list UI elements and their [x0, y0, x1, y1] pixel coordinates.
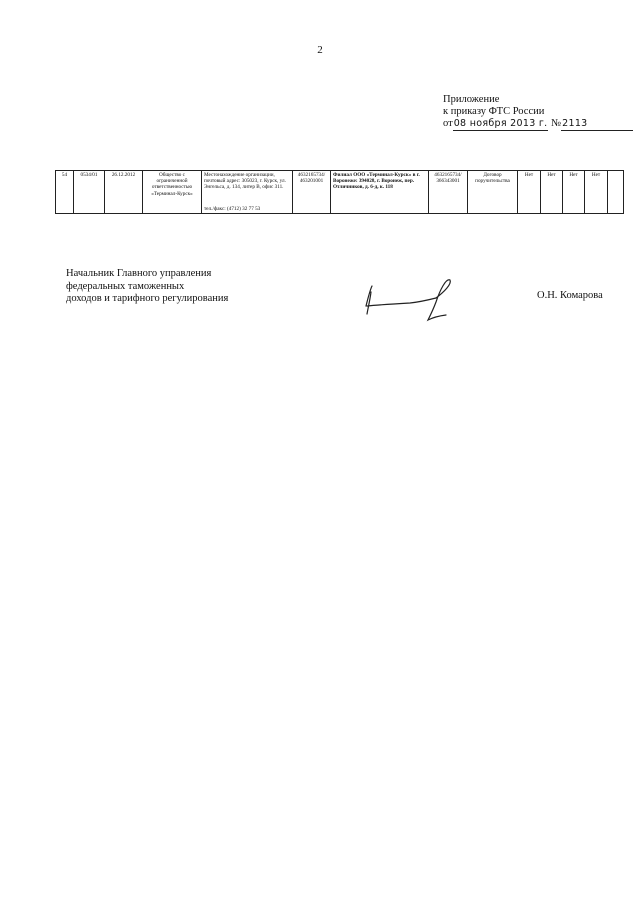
- signer-name: О.Н. Комарова: [537, 290, 603, 301]
- cell-flag-2: Нет: [541, 171, 563, 214]
- appendix-order-ref: к приказу ФТС России: [443, 106, 545, 117]
- cell-branch-inn-kpp: 4632165734/ 366343001: [429, 171, 468, 214]
- cell-empty: [608, 171, 624, 214]
- page-number: 2: [317, 44, 323, 56]
- appendix-title: Приложение: [443, 94, 500, 105]
- cell-branch: Филиал ООО «Терминал-Курск» в г. Воронеже: 394028, г. Воронеж, пер. Отличников, д. 6-д, к. 118: [331, 171, 429, 214]
- number-prefix: №: [551, 118, 562, 129]
- signer-line-3: доходов и тарифного регулирования: [66, 293, 229, 304]
- signature-image: [358, 276, 468, 324]
- appendix-header: [443, 94, 633, 131]
- cell-flag-1: Нет: [518, 171, 541, 214]
- phone-fax: тел./факс: (4712) 32 77 53: [204, 206, 261, 212]
- table-row: [56, 171, 624, 214]
- signer-line-2: федеральных таможенных: [66, 280, 185, 292]
- order-number: 2113: [561, 118, 633, 131]
- register-table: [55, 170, 624, 214]
- cell-flag-4: Нет: [585, 171, 608, 214]
- cell-inn-kpp: 4632165734/ 463201001: [293, 171, 331, 214]
- cell-flag-3: Нет: [563, 171, 585, 214]
- date-prefix: от: [443, 118, 453, 129]
- cell-security: Договор поручительства: [468, 171, 518, 214]
- cell-org-name: Общество с ограниченной ответственностью «Терминал-Курск»: [143, 171, 202, 214]
- signer-title: [66, 268, 228, 306]
- cell-number: 54: [56, 171, 74, 214]
- cell-reg-number: 0534/01: [74, 171, 105, 214]
- signer-line-1: Начальник Главного управления: [66, 268, 212, 279]
- date-value: 08 ноября 2013 г.: [453, 118, 548, 129]
- cell-date: 26.12.2012: [105, 171, 143, 214]
- appendix-date-line: [443, 118, 633, 131]
- cell-address: Местонахождение организации, почтовый адрес: 305023, г. Курск, ул. Энгельса, д. 134, литер В, офис 311.: [202, 171, 293, 214]
